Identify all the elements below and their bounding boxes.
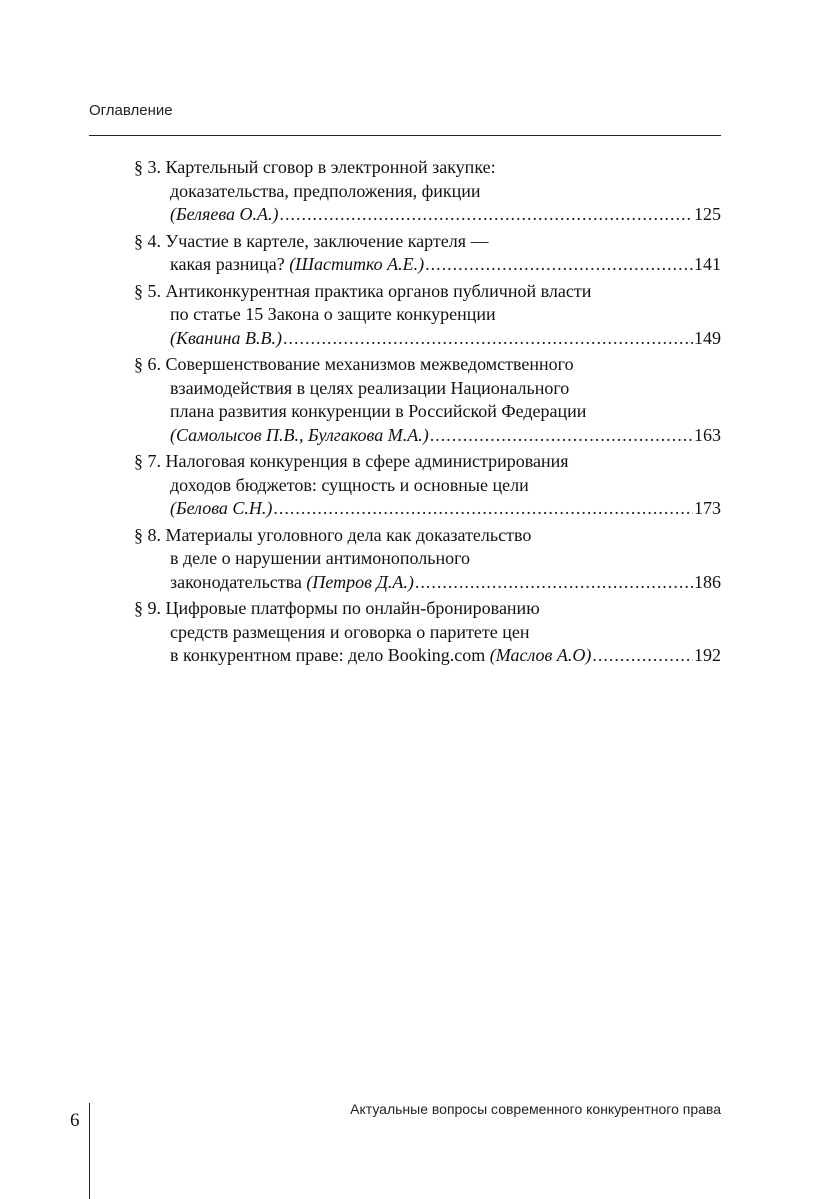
page-number: 6 — [70, 1110, 80, 1131]
toc-entry-text — [170, 571, 414, 595]
toc-entry-author: (Маслов А.О) — [489, 645, 592, 665]
toc-entry-trailing-title: в конкурентном праве: дело Booking.com — [170, 645, 490, 665]
toc-entry-author: (Петров Д.А.) — [306, 571, 414, 592]
toc-entry-author: (Самолысов П.В., Булгакова М.А.) — [170, 424, 429, 445]
toc-entry[interactable] — [134, 230, 721, 277]
dot-leader — [430, 424, 693, 448]
toc-entry-line: § 4. Участие в картеле, заключение картеля — — [134, 230, 489, 251]
toc-entry-page: 149 — [694, 327, 721, 348]
toc-entry-text — [170, 203, 279, 227]
toc-entry-author: (Шаститко А.Е.) — [289, 254, 425, 274]
toc-entry[interactable] — [134, 280, 721, 351]
toc-entry-text — [170, 424, 429, 448]
header-rule — [89, 135, 721, 136]
toc-entry-page: 186 — [694, 571, 721, 592]
toc-entry-page: 163 — [694, 424, 721, 445]
toc-entry-last-line — [134, 571, 721, 595]
dot-leader — [592, 644, 693, 668]
toc-entry-line: средств размещения и оговорка о паритете цен — [170, 621, 530, 642]
toc-entry-line: § 9. Цифровые платформы по онлайн-бронированию — [134, 598, 540, 618]
toc-entry-last-line — [134, 203, 721, 227]
toc-entry[interactable] — [134, 597, 721, 668]
toc-entry-line: § 3. Картельный сговор в электронной закупке: — [134, 157, 496, 177]
toc-entry-trailing-title: какая разница? — [170, 254, 290, 274]
toc-entry-trailing-title: законодательства — [170, 571, 307, 592]
dot-leader — [273, 497, 693, 521]
dot-leader — [283, 327, 693, 351]
toc-entry-line: в деле о нарушении антимонопольного — [170, 548, 471, 568]
toc-entry[interactable] — [134, 524, 721, 595]
toc-entry-text — [170, 327, 282, 351]
table-of-contents — [134, 156, 721, 671]
dot-leader — [415, 571, 693, 595]
toc-entry[interactable] — [134, 353, 721, 447]
toc-entry-line: § 5. Антиконкурентная практика органов публичной власти — [134, 280, 592, 301]
toc-entry-page: 125 — [694, 204, 721, 224]
toc-entry-author: (Беляева О.А.) — [170, 204, 279, 224]
dot-leader — [425, 253, 693, 277]
footer-book-title: Актуальные вопросы современного конкурентного права — [350, 1101, 721, 1117]
toc-entry-page: 141 — [694, 254, 721, 274]
toc-entry-line: взаимодействия в целях реализации Национального — [170, 377, 570, 398]
toc-entry-text — [170, 253, 424, 277]
toc-entry-line: плана развития конкуренции в Российской Федерации — [170, 401, 587, 421]
toc-entry-line: доходов бюджетов: сущность и основные цели — [170, 474, 529, 495]
toc-entry-page: 173 — [694, 498, 721, 518]
toc-entry-line: доказательства, предположения, фикции — [170, 180, 481, 201]
running-head: Оглавление — [89, 102, 173, 119]
toc-entry-line: § 8. Материалы уголовного дела как доказательство — [134, 524, 532, 545]
toc-entry-last-line — [134, 327, 721, 351]
toc-entry-last-line — [134, 253, 721, 277]
toc-entry-line: § 6. Совершенствование механизмов межведомственного — [134, 354, 574, 374]
toc-entry-page: 192 — [694, 645, 721, 665]
toc-entry[interactable] — [134, 450, 721, 521]
toc-entry-text — [170, 644, 591, 668]
toc-entry-author: (Белова С.Н.) — [170, 498, 273, 518]
footer-rule — [89, 1103, 90, 1199]
toc-entry-text — [170, 497, 272, 521]
dot-leader — [280, 203, 693, 227]
toc-entry-last-line — [134, 644, 721, 668]
toc-entry-line: по статье 15 Закона о защите конкуренции — [170, 304, 496, 324]
toc-entry-line: § 7. Налоговая конкуренция в сфере администрирования — [134, 451, 569, 471]
toc-entry-author: (Кванина В.В.) — [170, 327, 282, 348]
toc-entry-last-line — [134, 497, 721, 521]
toc-entry-last-line — [134, 424, 721, 448]
toc-entry[interactable] — [134, 156, 721, 227]
